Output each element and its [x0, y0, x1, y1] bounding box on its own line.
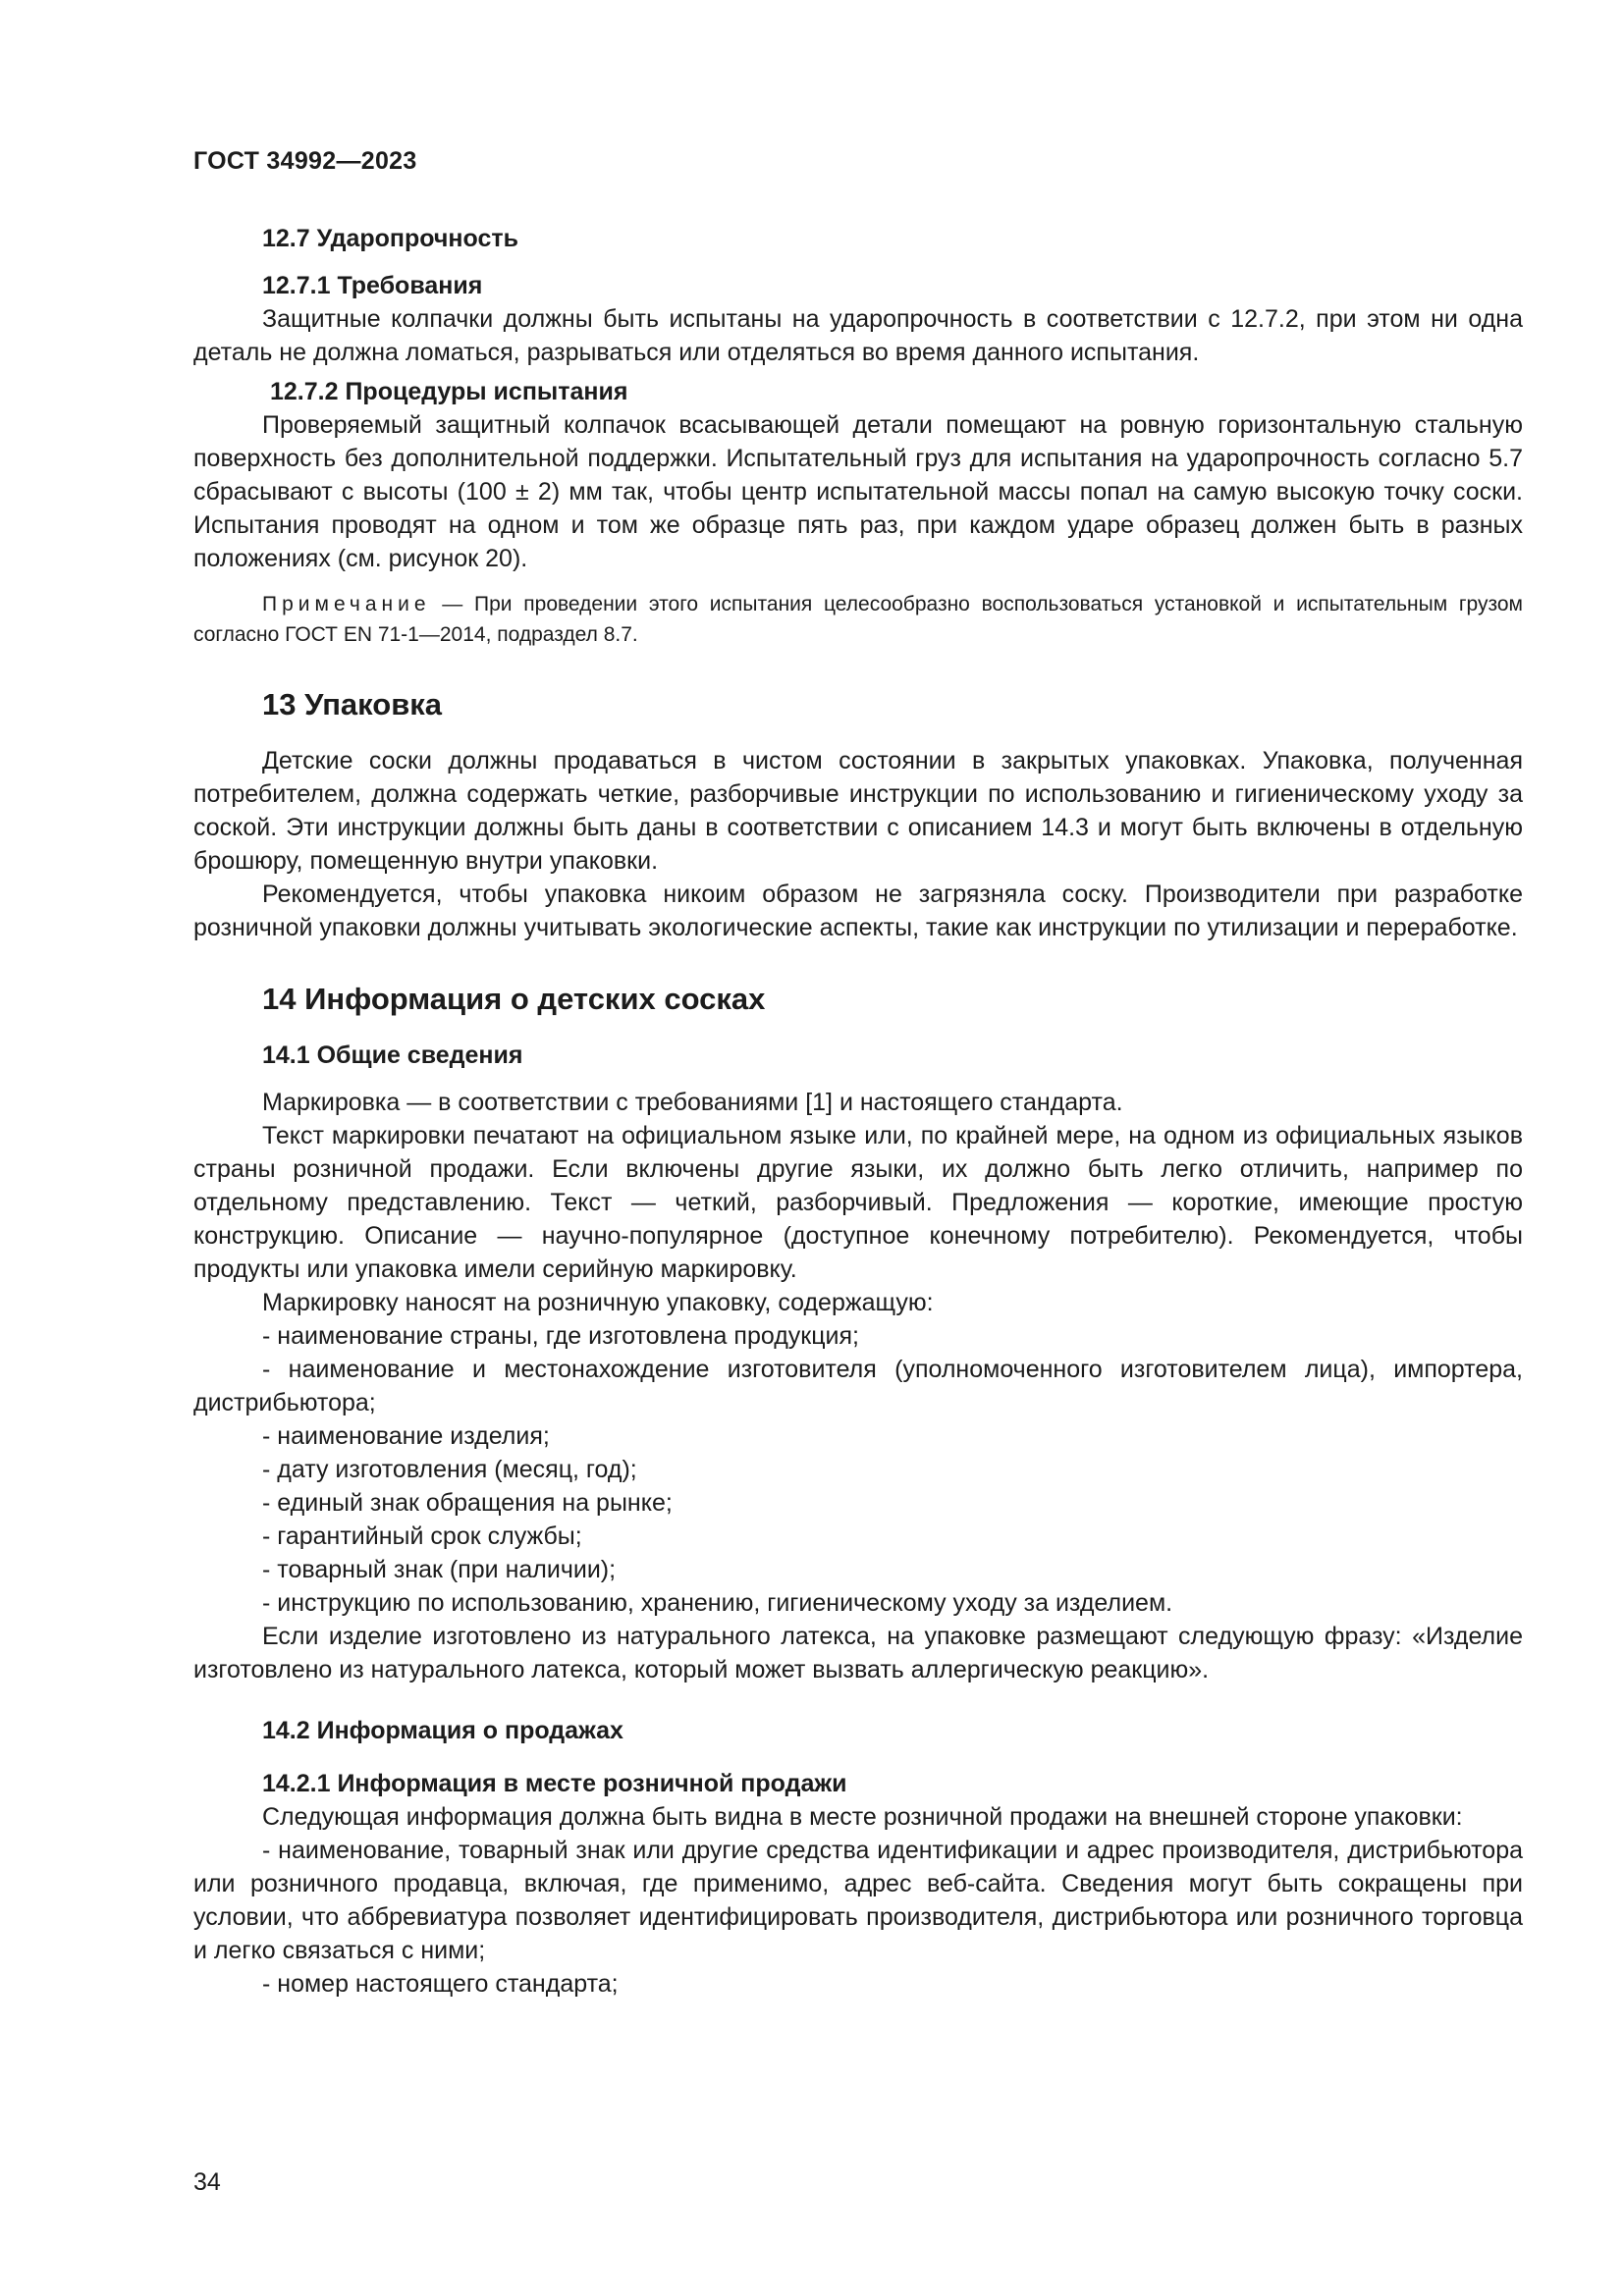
list-item: - наименование и местонахождение изготовителя (уполномоченного изготовителем лица), импортера, дистрибьютора; — [193, 1356, 1523, 1416]
section-14-title: 14 Информация о детских сосках — [262, 982, 766, 1016]
page-number: 34 — [193, 2168, 221, 2196]
section-14-2-title: 14.2 Информация о продажах — [262, 1717, 623, 1744]
note-text: — При проведении этого испытания целесообразно воспользоваться установкой и испытательным грузом согласно ГОСТ EN 71-1—2014, подраздел 8.7. — [193, 593, 1523, 646]
section-14-1-paragraph-2: Текст маркировки печатают на официальном языке или, по крайней мере, на одном из официальных языков страны розничной продажи. Если включены другие языки, их должно быть легко отличить, например по отдельному представлению. Текст — четкий, разборчивый. Предложения — короткие, имеющие простую конструкцию. Описание — научно-популярное (доступное конечному потребителю). Рекомендуется, чтобы продукты или упаковка имели серийную маркировку. — [193, 1122, 1523, 1283]
section-12-7-1-paragraph: Защитные колпачки должны быть испытаны на ударопрочность в соответствии с 12.7.2, при этом ни одна деталь не должна ломаться, разрываться или отделяться во время данного испытания. — [193, 305, 1523, 366]
section-13-paragraph-1: Детские соски должны продаваться в чистом состоянии в закрытых упаковках. Упаковка, полученная потребителем, должна содержать четкие, разборчивые инструкции по использованию и гигиеническому уходу за соской. Эти инструкции должны быть даны в соответствии с описанием 14.3 и могут быть включены в отдельную брошюру, помещенную внутри упаковки. — [193, 747, 1523, 875]
section-13-paragraph-2: Рекомендуется, чтобы упаковка никоим образом не загрязняла соску. Производители при разработке розничной упаковки должны учитывать экологические аспекты, такие как инструкции по утилизации и переработке. — [193, 881, 1523, 941]
document-header: ГОСТ 34992—2023 — [193, 147, 417, 175]
section-14-1-paragraph-3: Маркировку наносят на розничную упаковку, содержащую: — [262, 1289, 934, 1316]
section-14-1-paragraph-4: Если изделие изготовлено из натурального латекса, на упаковке размещают следующую фразу: «Изделие изготовлено из натурального латекса, который может вызвать аллергическую реакцию». — [193, 1623, 1523, 1683]
note-label: Примечание — [262, 593, 431, 615]
note — [193, 589, 1523, 650]
section-13-title: 13 Упаковка — [262, 687, 443, 721]
list-item: - номер настоящего стандарта; — [262, 1970, 619, 1998]
section-14-1-title: 14.1 Общие сведения — [262, 1041, 523, 1069]
section-12-7-title: 12.7 Ударопрочность — [262, 225, 518, 252]
list-item: - товарный знак (при наличии); — [262, 1556, 617, 1583]
list-item: - гарантийный срок службы; — [262, 1522, 582, 1550]
list-item: - инструкцию по использованию, хранению, гигиеническому уходу за изделием. — [262, 1589, 1173, 1617]
list-item: - дату изготовления (месяц, год); — [262, 1456, 637, 1483]
section-12-7-2-title: 12.7.2 Процедуры испытания — [270, 378, 628, 405]
section-14-1-paragraph-1: Маркировка — в соответствии с требованиями [1] и настоящего стандарта. — [262, 1089, 1123, 1116]
section-14-2-1-title: 14.2.1 Информация в месте розничной продажи — [262, 1770, 847, 1797]
list-item: - наименование изделия; — [262, 1422, 550, 1450]
document-body — [193, 222, 1523, 2001]
section-14-2-1-paragraph: Следующая информация должна быть видна в месте розничной продажи на внешней стороне упаковки: — [262, 1803, 1463, 1831]
section-12-7-2-paragraph: Проверяемый защитный колпачок всасывающей детали помещают на ровную горизонтальную стальную поверхность без дополнительной поддержки. Испытательный груз для испытания на ударопрочность согласно 5.7 сбрасывают с высоты (100 ± 2) мм так, чтобы центр испытательной массы попал на самую высокую точку соски. Испытания проводят на одном и том же образце пять раз, при каждом ударе образец должен быть в разных положениях (см. рисунок 20). — [193, 411, 1523, 572]
list-item: - наименование страны, где изготовлена продукция; — [262, 1322, 859, 1350]
list-item: - наименование, товарный знак или другие средства идентификации и адрес производителя, дистрибьютора или розничного продавца, включая, где применимо, адрес веб-сайта. Сведения могут быть сокращены при условии, что аббревиатура позволяет идентифицировать производителя, дистрибьютора или розничного торговца и легко связаться с ними; — [193, 1837, 1523, 1964]
list-item: - единый знак обращения на рынке; — [262, 1489, 673, 1517]
section-12-7-1-title: 12.7.1 Требования — [262, 272, 483, 299]
